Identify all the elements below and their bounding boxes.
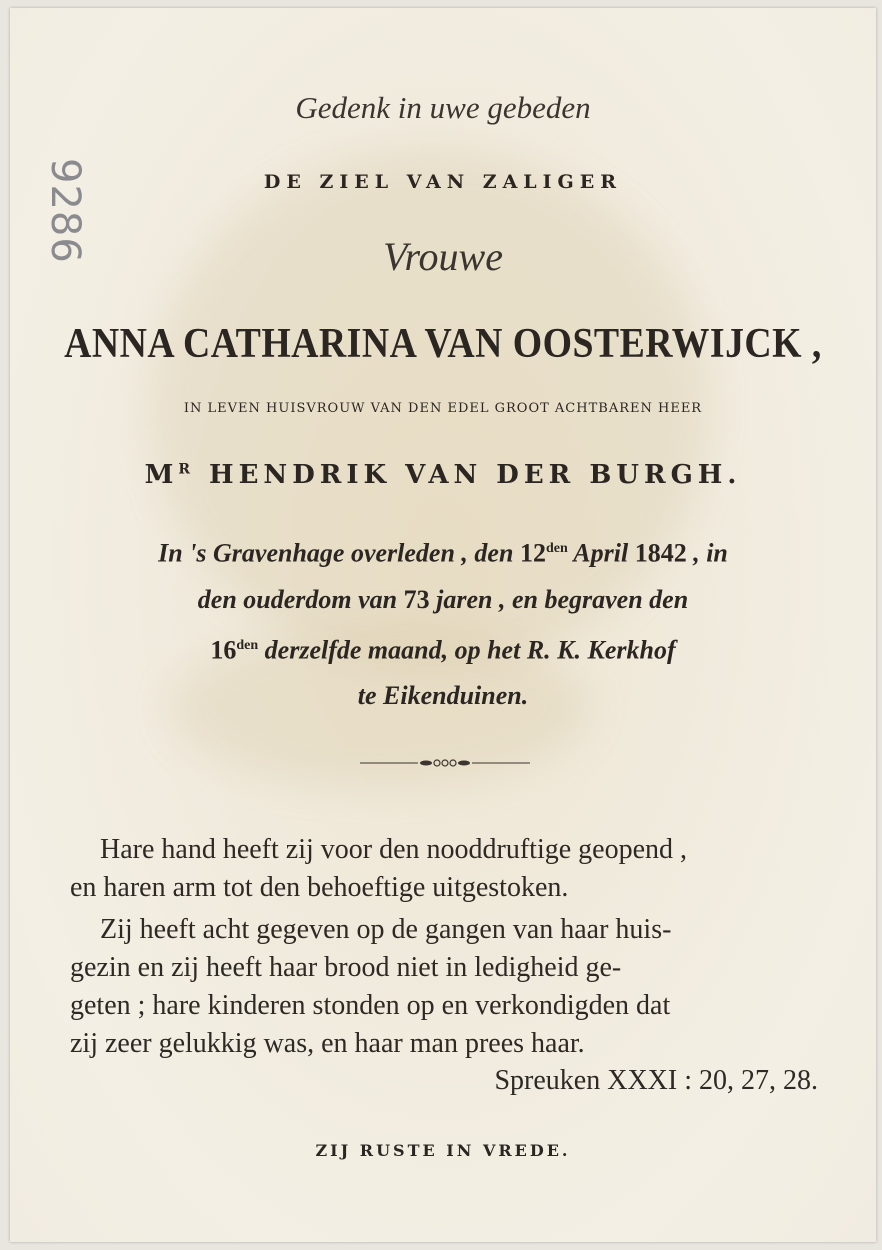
verse-paragraph-1	[70, 831, 826, 907]
death-notice	[60, 526, 826, 719]
death-notice-text: derzelfde maand, op het R. K. Kerkhof	[258, 635, 676, 665]
death-day-suffix: den	[545, 541, 568, 556]
deceased-name: ANNA CATHARINA VAN OOSTERWIJCK ,	[64, 321, 822, 367]
death-notice-text: In 's Gravenhage overleden , den	[158, 538, 520, 568]
husband-prefix-sup: R	[178, 461, 195, 478]
death-notice-line-1	[60, 526, 826, 577]
verse-line: zij zeer gelukkig was, en haar man prees haar.	[70, 1028, 585, 1059]
spouse-line: IN LEVEN HUISVROUW VAN DEN EDEL GROOT ACHTBAREN HEER	[183, 401, 703, 416]
scripture-citation: Spreuken XXXI : 20, 27, 28.	[494, 1065, 818, 1096]
death-notice-text: den ouderdom van	[197, 584, 404, 614]
verse-line: Zij heeft acht gegeven op de gangen van haar huis-	[100, 914, 672, 945]
archive-number: 9286	[42, 158, 88, 264]
invocation: Gedenk in uwe gebeden	[295, 90, 591, 125]
death-notice-line-2	[60, 577, 826, 623]
closing-line: ZIJ RUSTE IN VREDE.	[315, 1141, 571, 1160]
death-notice-line-3	[60, 623, 826, 674]
husband-prefix: M	[144, 460, 179, 490]
death-year: 1842	[634, 538, 687, 568]
honorific-title: Vrouwe	[383, 234, 503, 279]
verse-line: geten ; hare kinderen stonden op en verkondigden dat	[70, 990, 671, 1021]
husband-name-text: HENDRIK VAN DER BURGH.	[209, 460, 742, 490]
soul-line: DE ZIEL VAN ZALIGER	[263, 171, 623, 193]
age: 73	[403, 584, 430, 614]
ornament-divider	[360, 756, 530, 770]
burial-day-suffix: den	[236, 637, 259, 653]
verse-line: gezin en zij heeft haar brood niet in ledigheid ge-	[70, 952, 622, 983]
verse-line: Hare hand heeft zij voor den nooddruftige geopend ,	[100, 834, 688, 865]
burial-day: 16	[210, 635, 237, 665]
verse-paragraph-2	[70, 911, 826, 1063]
verse-line: en haren arm tot den behoeftige uitgestoken.	[70, 872, 569, 903]
death-notice-text: April	[567, 538, 635, 568]
husband-name	[10, 460, 876, 490]
death-day: 12	[519, 538, 546, 568]
death-notice-text: , in	[686, 538, 728, 568]
death-notice-line-4: te Eikenduinen.	[357, 681, 529, 711]
death-notice-text: jaren , en begraven den	[429, 584, 689, 614]
memorial-card	[10, 8, 876, 1242]
